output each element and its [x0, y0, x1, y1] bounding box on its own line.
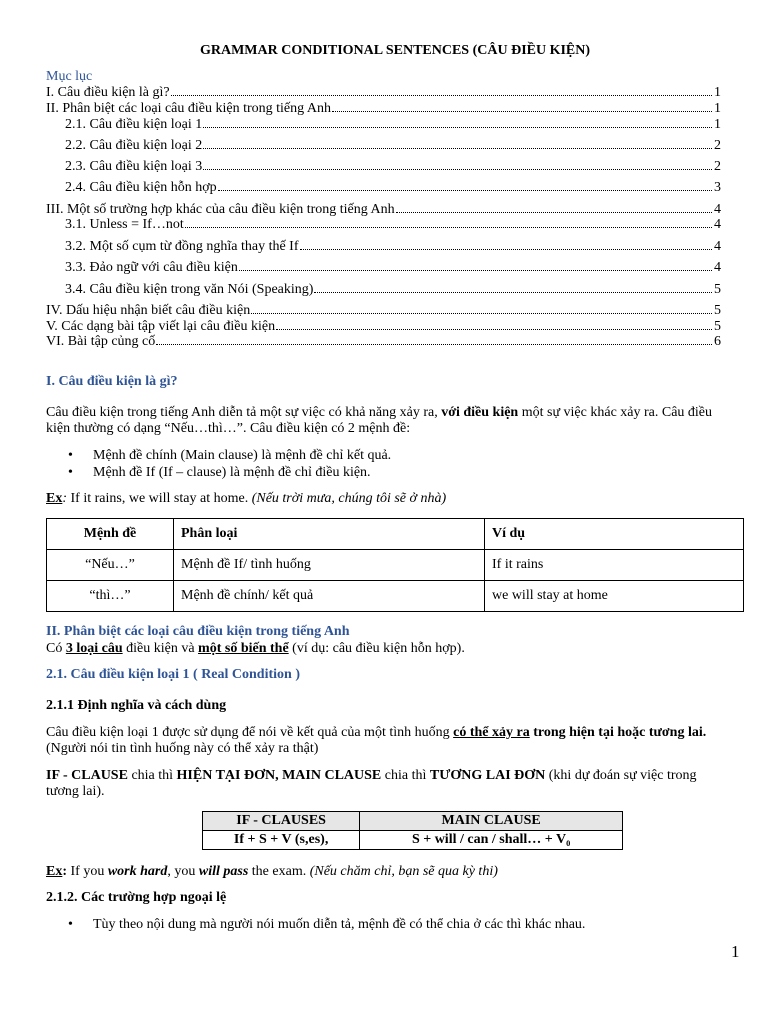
example-emphasis: will pass — [198, 864, 249, 879]
section-2-1-heading: 2.1. Câu điều kiện loại 1 ( Real Condition ) — [46, 667, 300, 682]
table-cell: If it rains — [485, 550, 744, 581]
toc-entry[interactable] — [46, 319, 721, 335]
intro-line-2: kiện thường có dạng “Nếu…thì…”. Câu điều kiện có 2 mệnh đề: — [46, 421, 411, 436]
table-row — [203, 831, 623, 850]
formula-table — [202, 811, 623, 850]
table-cell: we will stay at home — [485, 581, 744, 612]
list-item — [68, 465, 371, 481]
toc-entry-page: 1 — [714, 117, 721, 132]
toc-entry-page: 4 — [714, 239, 721, 254]
rule-line-2: tương lai). — [46, 784, 105, 799]
table-row — [47, 550, 744, 581]
definition-bold: trong hiện tại hoặc tương lai. — [529, 725, 707, 740]
example-text: , you — [167, 864, 199, 879]
table-cell: Mệnh đề If/ tình huống — [174, 550, 485, 581]
table-header-row — [47, 519, 744, 550]
rule-text: (khi dự đoán sự việc trong — [545, 768, 697, 783]
section-2-1-1-heading: 2.1.1 Định nghĩa và cách dùng — [46, 698, 227, 713]
section-1-example — [46, 491, 744, 507]
section-2-heading: II. Phân biệt các loại câu điều kiện trong tiếng Anh — [46, 624, 350, 639]
section-2-intro — [46, 641, 744, 657]
section-2-1-2-heading: 2.1.2. Các trường hợp ngoại lệ — [46, 890, 227, 905]
tense-rule — [46, 768, 744, 800]
intro-text: điều kiện và — [122, 641, 199, 656]
rule-text: chia thì — [127, 768, 177, 783]
table-header: Ví dụ — [485, 519, 744, 550]
section-1-heading: I. Câu điều kiện là gì? — [46, 374, 178, 389]
example-translation: (Nếu chăm chỉ, bạn sẽ qua kỳ thi) — [309, 864, 498, 879]
bullet-text: Mệnh đề chính (Main clause) là mệnh đề chỉ kết quả. — [93, 448, 392, 463]
example-colon: : — [62, 864, 68, 879]
toc-leader — [251, 313, 712, 314]
intro-text: (ví dụ: câu điều kiện hỗn hợp). — [288, 641, 465, 656]
table-cell: If + S + V (s,es), — [203, 831, 360, 850]
section-1-intro — [46, 405, 744, 437]
toc-entry-label: 3.4. Câu điều kiện trong văn Nói (Speaking) — [65, 282, 314, 297]
toc-entry[interactable] — [65, 282, 721, 298]
toc-leader — [171, 95, 712, 96]
bullet-text: Mệnh đề If (If – clause) là mệnh đề chỉ điều kiện. — [93, 465, 371, 480]
intro-text: Câu điều kiện trong tiếng Anh diễn tả một sự việc có khả năng xảy ra, — [46, 405, 442, 420]
toc-entry[interactable] — [46, 85, 721, 101]
table-header: Phân loại — [174, 519, 485, 550]
definition-paragraph — [46, 725, 744, 757]
toc-entry[interactable] — [46, 202, 721, 218]
toc-entry[interactable] — [46, 303, 721, 319]
table-header: Mệnh đề — [47, 519, 174, 550]
toc-entry[interactable] — [65, 180, 721, 196]
toc-entry-label: V. Các dạng bài tập viết lại câu điều kiện — [46, 319, 276, 334]
rule-text: chia thì — [381, 768, 430, 783]
bullet-icon: • — [68, 465, 73, 480]
toc-leader — [396, 212, 712, 213]
toc-entry-page: 5 — [714, 303, 721, 318]
rule-text: HIỆN TẠI ĐƠN, MAIN CLAUSE — [176, 768, 382, 783]
toc-leader — [156, 344, 712, 345]
toc-entry-page: 4 — [714, 217, 721, 232]
table-header: MAIN CLAUSE — [360, 812, 623, 831]
intro-underline: một số biến thể — [198, 641, 289, 656]
example-text: If it rains, we will stay at home. — [67, 491, 252, 506]
intro-text-cont: một sự việc khác xảy ra. Câu điều — [518, 405, 713, 420]
example-colon: : — [62, 491, 68, 506]
toc-entry-page: 2 — [714, 159, 721, 174]
intro-bold: với điều kiện — [441, 405, 519, 420]
toc-leader — [203, 127, 712, 128]
toc-entry[interactable] — [65, 138, 721, 154]
table-cell: “Nếu…” — [47, 550, 174, 581]
toc-leader — [218, 190, 712, 191]
toc-entry-label: 2.1. Câu điều kiện loại 1 — [65, 117, 203, 132]
definition-text: Câu điều kiện loại 1 được sử dụng để nói về kết quả của một tình huống — [46, 725, 454, 740]
table-header-row — [203, 812, 623, 831]
example-label: Ex — [46, 491, 63, 506]
definition-line-2: (Người nói tin tình huống này có thể xảy ra thật) — [46, 741, 319, 756]
toc-entry-label: 2.2. Câu điều kiện loại 2 — [65, 138, 203, 153]
toc-entry[interactable] — [65, 117, 721, 133]
toc-entry-label: 3.1. Unless = If…not — [65, 217, 184, 232]
clause-table — [46, 518, 744, 612]
toc-entry-page: 6 — [714, 334, 721, 349]
toc-leader — [332, 111, 712, 112]
bullet-icon: • — [68, 917, 73, 932]
example-emphasis: work hard — [107, 864, 168, 879]
example-text: the exam. — [248, 864, 310, 879]
toc-entry-label: III. Một số trường hợp khác của câu điều kiện trong tiếng Anh — [46, 202, 395, 217]
toc-entry-label: 3.3. Đảo ngữ với câu điều kiện — [65, 260, 238, 275]
toc-entry[interactable] — [65, 239, 721, 255]
toc-leader — [314, 292, 712, 293]
toc-entry[interactable] — [65, 260, 721, 276]
toc-entry-label: II. Phân biệt các loại câu điều kiện trong tiếng Anh — [46, 101, 331, 116]
toc-leader — [203, 148, 712, 149]
toc-entry-label: IV. Dấu hiệu nhận biết câu điều kiện — [46, 303, 251, 318]
toc-leader — [276, 329, 712, 330]
toc-entry-page: 3 — [714, 180, 721, 195]
toc-entry-page: 1 — [714, 85, 721, 100]
toc-entry-page: 1 — [714, 101, 721, 116]
toc-entry-page: 4 — [714, 260, 721, 275]
table-cell: “thì…” — [47, 581, 174, 612]
toc-entry[interactable] — [65, 159, 721, 175]
bullet-icon: • — [68, 448, 73, 463]
example-label: Ex — [46, 864, 63, 879]
document-title: GRAMMAR CONDITIONAL SENTENCES (CÂU ĐIỀU KIỆN) — [199, 43, 591, 58]
toc-entry[interactable] — [46, 334, 721, 350]
toc-leader — [203, 169, 712, 170]
list-item — [68, 917, 585, 933]
intro-underline: 3 loại câu — [65, 641, 123, 656]
bullet-text: Tùy theo nội dung mà người nói muốn diễn tả, mệnh đề có thể chia ở các thì khác nhau. — [93, 917, 586, 932]
toc-entry-label: 3.2. Một số cụm từ đồng nghĩa thay thế If — [65, 239, 299, 254]
table-cell: Mệnh đề chính/ kết quả — [174, 581, 485, 612]
toc-entry-page: 4 — [714, 202, 721, 217]
list-item — [68, 448, 391, 464]
toc-entry[interactable] — [46, 101, 721, 117]
toc-entry-page: 5 — [714, 319, 721, 334]
toc-heading: Mục lục — [46, 69, 93, 84]
toc-entry-label: 2.4. Câu điều kiện hỗn hợp — [65, 180, 217, 195]
table-header: IF - CLAUSES — [203, 812, 360, 831]
toc-entry-label: VI. Bài tập củng cố — [46, 334, 156, 349]
toc-entry-page: 2 — [714, 138, 721, 153]
page-number: 1 — [731, 942, 740, 961]
table-cell: S + will / can / shall… + V₀ — [360, 831, 623, 850]
intro-text: Có — [46, 641, 66, 656]
toc-entry-page: 5 — [714, 282, 721, 297]
toc-entry-label: 2.3. Câu điều kiện loại 3 — [65, 159, 203, 174]
example-translation: (Nếu trời mưa, chúng tôi sẽ ở nhà) — [251, 491, 447, 506]
toc-leader — [300, 249, 712, 250]
definition-underline: có thể xảy ra — [453, 725, 530, 740]
toc-entry[interactable] — [65, 217, 721, 233]
section-2-example — [46, 864, 744, 880]
toc-leader — [185, 227, 712, 228]
rule-text: IF - CLAUSE — [46, 768, 128, 783]
example-text: If you — [67, 864, 108, 879]
toc-entry-label: I. Câu điều kiện là gì? — [46, 85, 170, 100]
toc-leader — [239, 270, 712, 271]
rule-text: TƯƠNG LAI ĐƠN — [429, 768, 546, 783]
table-row — [47, 581, 744, 612]
